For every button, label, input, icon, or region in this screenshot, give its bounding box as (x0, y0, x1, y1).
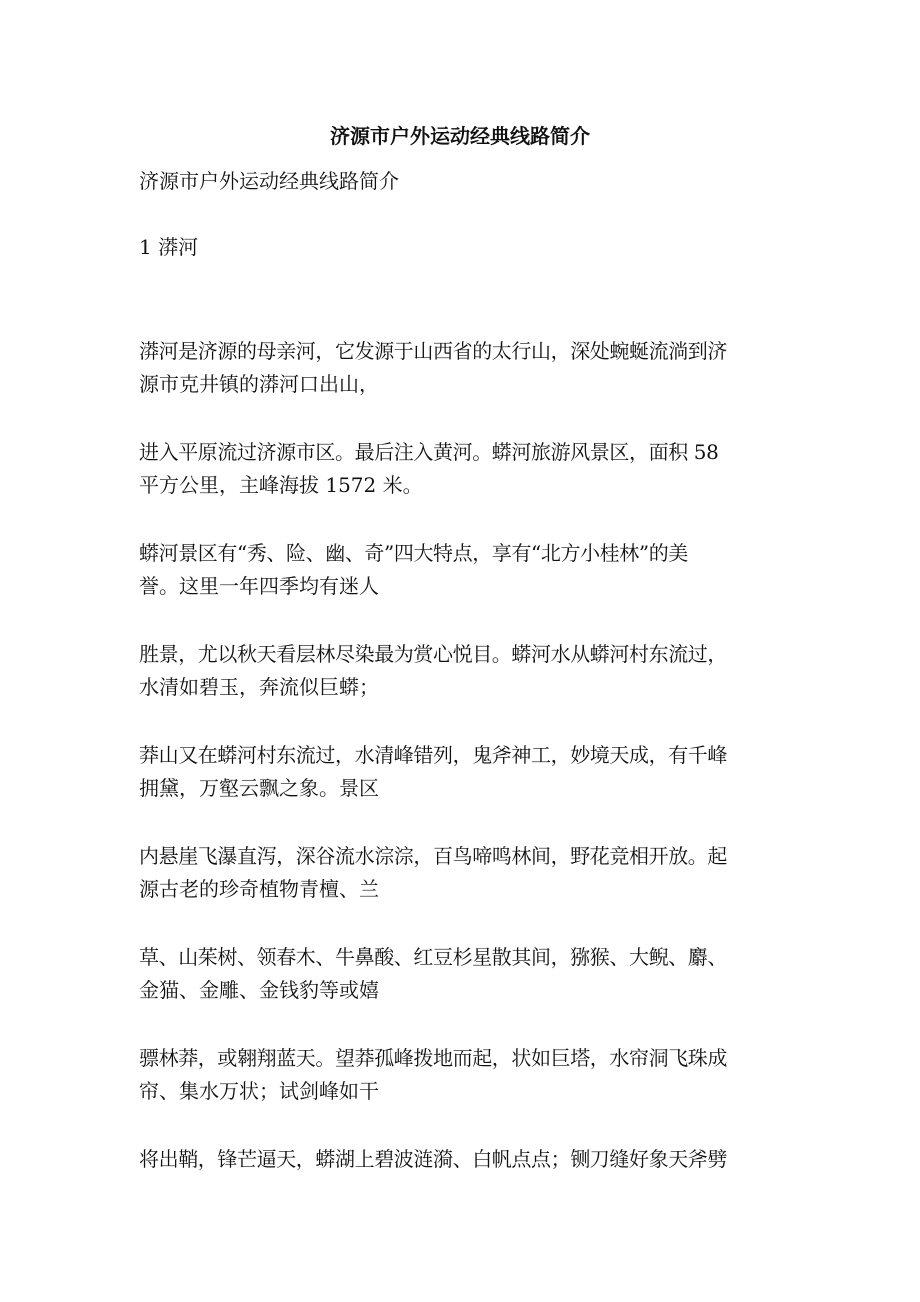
paragraph-line: 进入平原流过济源市区。最后注入黄河。蟒河旅游风景区，面积 58 (139, 440, 719, 464)
paragraph-line: 帘、集水万状；试剑峰如干 (139, 1079, 379, 1103)
paragraph-line: 蟒河景区有“秀、险、幽、奇”四大特点，享有“北方小桂林”的美 (139, 541, 688, 565)
paragraph-line: 誉。这里一年四季均有迷人 (139, 574, 379, 598)
paragraph-line: 漭河是济源的母亲河，它发源于山西省的太行山，深处蜿蜒流淌到济 (139, 339, 727, 363)
paragraph-line: 草、山茱树、领春木、牛鼻酸、红豆杉星散其间，猕猴、大鲵、麝、 (139, 945, 727, 969)
paragraph-line: 源古老的珍奇植物青檀、兰 (139, 877, 379, 901)
paragraph-line: 内悬崖飞瀑直泻，深谷流水淙淙，百鸟啼鸣林间，野花竞相开放。起 (139, 844, 727, 868)
section-heading: 1 漭河 (139, 235, 199, 259)
paragraph-line: 骠林莽，或翱翔蓝天。望莽孤峰拨地而起，状如巨塔，水帘洞飞珠成 (139, 1046, 727, 1070)
paragraph-line: 胜景，尤以秋天看层林尽染最为赏心悦目。蟒河水从蟒河村东流过， (139, 642, 727, 666)
paragraph-line: 将出鞘，锋芒逼天，蟒湖上碧波涟漪、白帆点点；铡刀缝好象天斧劈 (139, 1147, 727, 1171)
paragraph-line: 平方公里，主峰海拔 1572 米。 (139, 473, 423, 497)
paragraph-line: 莽山又在蟒河村东流过，水清峰错列，鬼斧神工，妙境天成，有千峰 (139, 743, 727, 767)
document-subtitle: 济源市户外运动经典线路简介 (139, 169, 399, 193)
paragraph-line: 拥黛，万壑云飘之象。景区 (139, 776, 379, 800)
paragraph-line: 金猫、金雕、金钱豹等或嬉 (139, 978, 379, 1002)
paragraph-line: 水清如碧玉，奔流似巨蟒； (139, 675, 379, 699)
paragraph-line: 源市克井镇的漭河口出山， (139, 372, 379, 396)
document-title: 济源市户外运动经典线路简介 (330, 124, 590, 148)
